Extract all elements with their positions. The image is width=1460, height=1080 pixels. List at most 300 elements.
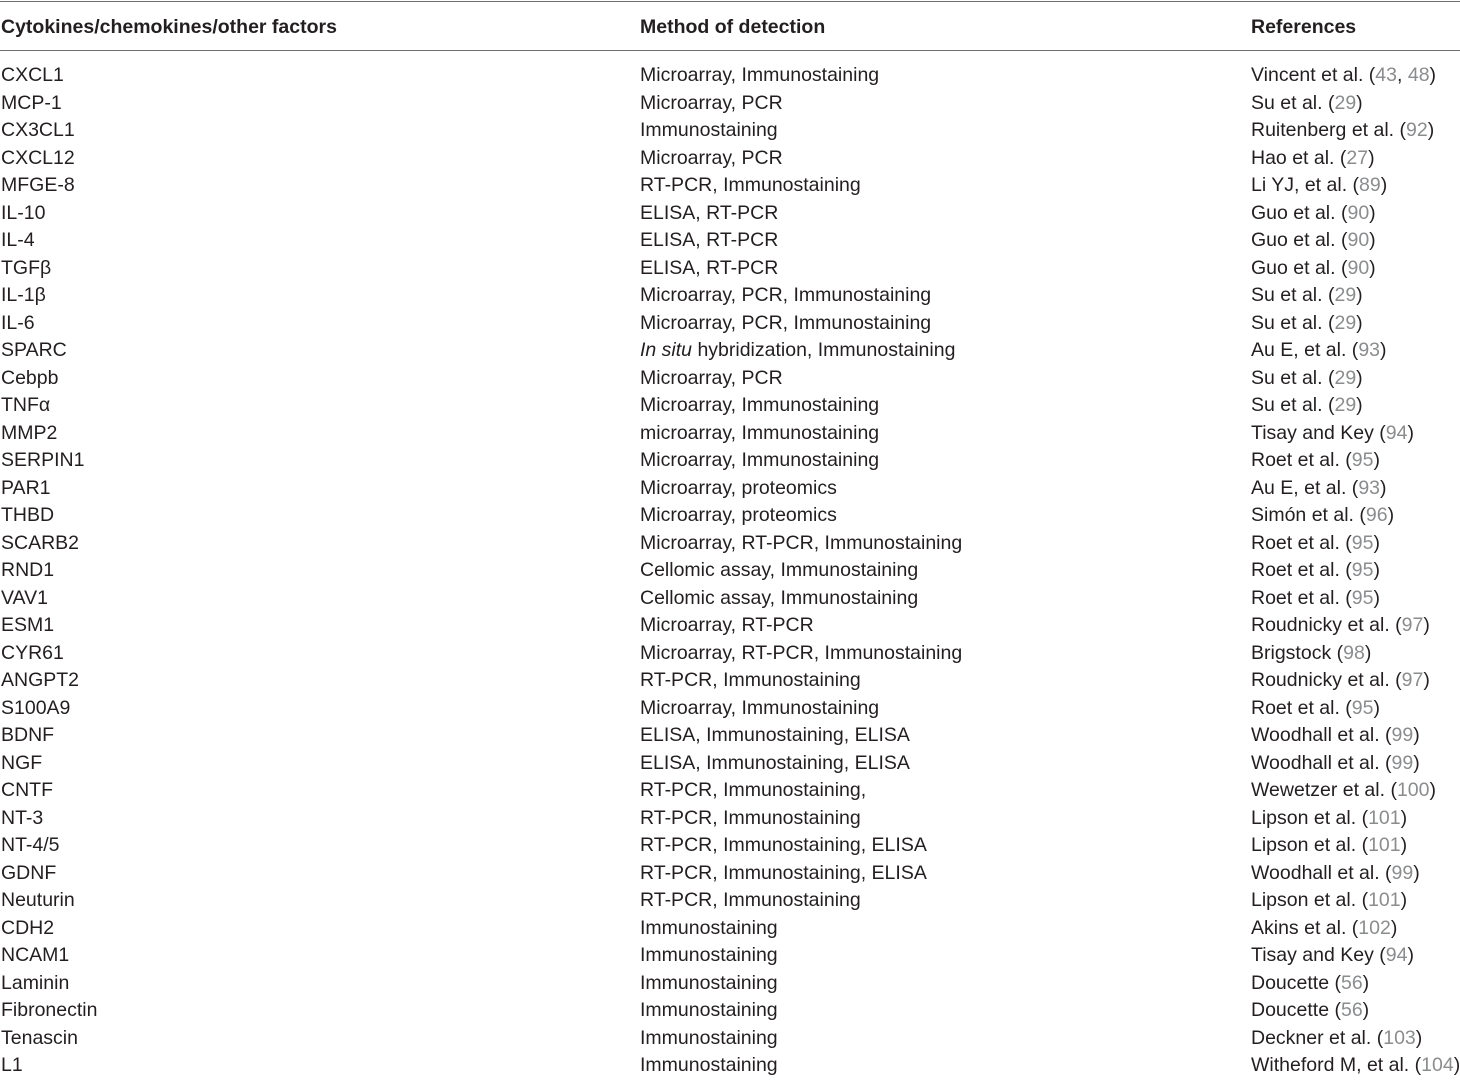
method-cell [640,640,962,668]
method-text: Microarray, PCR [640,91,783,114]
table-row [0,1025,1460,1053]
reference-text: Woodhall et al. ( [1251,724,1392,746]
reference-text: Brigstock ( [1251,641,1344,664]
method-text: Immunostaining [640,999,778,1021]
reference-text: Roet et al. ( [1251,449,1352,471]
table-row [0,915,1460,943]
reference-cell [1251,1025,1422,1053]
method-cell [640,255,778,283]
reference-text: Wewetzer et al. ( [1251,779,1397,801]
citation-link[interactable]: 90 [1347,256,1370,279]
method-text: ELISA, RT-PCR [640,201,779,224]
table-row [0,942,1460,970]
method-text: RT-PCR, Immunostaining [640,174,861,196]
method-text: Microarray, PCR [640,146,783,169]
citation-link[interactable]: 95 [1351,586,1374,609]
citation-link[interactable]: 95 [1351,559,1374,581]
reference-cell [1251,117,1434,145]
method-text: Microarray, Immunostaining [640,394,880,416]
table-row [0,777,1460,805]
reference-text: Deckner et al. ( [1251,1026,1384,1049]
table-top-rule [0,1,1460,2]
reference-text: Au E, et al. ( [1251,476,1359,499]
reference-text: ) [1362,971,1370,994]
method-text: Microarray, PCR, Immunostaining [640,311,932,334]
method-text: Immunostaining [640,1026,778,1049]
reference-text: ) [1369,229,1376,251]
table-row [0,502,1460,530]
factor-cell: NGF [1,751,43,774]
method-cell [640,530,962,558]
reference-text: Doucette ( [1251,971,1341,994]
reference-cell [1251,255,1376,283]
citation-link[interactable]: 99 [1391,751,1414,774]
method-text: RT-PCR, Immunostaining [640,889,861,911]
method-cell [640,887,861,915]
method-text: RT-PCR, Immunostaining, [640,779,867,801]
reference-cell [1251,282,1363,310]
citation-link[interactable]: 100 [1396,779,1430,801]
table-header-rule [0,50,1460,51]
method-text: Cellomic assay, Immunostaining [640,586,919,609]
factor-cell: RND1 [1,559,55,581]
method-text: RT-PCR, Immunostaining [640,669,861,691]
reference-text: ) [1429,64,1437,86]
method-text: Microarray, RT-PCR, Immunostaining [640,531,963,554]
citation-link[interactable]: 93 [1358,476,1381,499]
table-row [0,365,1460,393]
method-cell [640,750,910,778]
reference-text: Roudnicky et al. ( [1251,669,1402,691]
reference-text: Roet et al. ( [1251,531,1352,554]
table-row [0,722,1460,750]
reference-cell [1251,640,1371,668]
reference-text: ) [1364,641,1372,664]
reference-text: ) [1413,724,1420,746]
citation-link[interactable]: 103 [1383,1026,1416,1049]
method-cell [640,612,814,640]
reference-text: Roudnicky et al. ( [1251,614,1402,636]
citation-link[interactable]: 95 [1351,696,1374,719]
method-cell [640,392,879,420]
reference-cell [1251,172,1387,200]
reference-cell [1251,337,1387,365]
method-cell [640,310,931,338]
citation-link[interactable]: 92 [1406,119,1428,141]
reference-text: Doucette ( [1251,999,1341,1021]
reference-text: Akins et al. ( [1251,916,1359,939]
reference-text: ) [1407,944,1414,966]
reference-text: ) [1368,146,1375,169]
reference-cell [1251,557,1380,585]
factor-cell: MMP2 [1,421,58,444]
table-row [0,227,1460,255]
reference-text: Roet et al. ( [1251,696,1352,719]
citation-link[interactable]: 101 [1368,834,1401,856]
citation-link[interactable]: 98 [1343,641,1365,664]
reference-text: Vincent et al. ( [1251,64,1376,86]
factor-cell: THBD [1,504,55,526]
method-cell [640,832,927,860]
reference-text: ) [1373,696,1380,719]
reference-text: ) [1380,174,1388,196]
method-text: Microarray, Immunostaining [640,64,880,86]
method-cell [640,447,879,475]
reference-text: ) [1427,119,1435,141]
reference-cell [1251,502,1394,530]
method-cell [640,805,861,833]
table-row [0,62,1460,90]
method-text: Immunostaining [640,971,778,994]
table-row [0,750,1460,778]
reference-text: Simón et al. ( [1251,504,1366,526]
citation-link[interactable]: 94 [1385,944,1408,966]
reference-text: ) [1429,779,1436,801]
method-text: RT-PCR, Immunostaining, ELISA [640,834,927,856]
method-text: Immunostaining [640,916,778,939]
method-cell [640,502,837,530]
method-cell [640,365,783,393]
reference-cell [1251,750,1420,778]
reference-text: ) [1413,861,1420,884]
method-cell [640,860,927,888]
method-cell [640,1052,778,1080]
table-row [0,200,1460,228]
method-cell [640,997,778,1025]
citation-link[interactable]: 90 [1347,201,1370,224]
table-row [0,695,1460,723]
factor-cell: CX3CL1 [1,119,75,141]
method-text: Cellomic assay, Immunostaining [640,559,919,581]
reference-cell [1251,392,1363,420]
factor-cell: IL-1β [1,284,46,306]
reference-text: ) [1390,916,1398,939]
factor-cell: NCAM1 [1,944,70,966]
factor-cell: L1 [1,1054,23,1076]
reference-text: ) [1356,284,1363,306]
header-factor: Cytokines/chemokines/other factors [1,16,337,38]
reference-text: Lipson et al. ( [1251,834,1369,856]
method-text: Microarray, proteomics [640,504,837,526]
reference-text: ) [1423,669,1430,691]
reference-cell [1251,585,1380,613]
reference-cell [1251,62,1436,90]
reference-text: Su et al. ( [1251,284,1335,306]
reference-cell [1251,310,1363,338]
method-text: RT-PCR, Immunostaining [640,806,861,829]
reference-text: Woodhall et al. ( [1251,861,1392,884]
method-text: Immunostaining [640,944,778,966]
citation-link[interactable]: 101 [1368,889,1401,911]
factor-cell: CXCL1 [1,64,64,86]
table-row [0,612,1460,640]
method-cell [640,227,778,255]
reference-cell [1251,915,1397,943]
reference-cell [1251,860,1420,888]
reference-text: , [1397,64,1408,86]
factor-cell: NT-3 [1,806,44,829]
header-references: References [1251,16,1357,38]
method-cell [640,585,918,613]
table-row [0,832,1460,860]
reference-text: Hao et al. ( [1251,146,1347,169]
factor-cell: SCARB2 [1,531,80,554]
method-text: Immunostaining [640,119,778,141]
table-row [0,255,1460,283]
citation-link[interactable]: 97 [1401,614,1424,636]
reference-text: Lipson et al. ( [1251,889,1369,911]
method-cell [640,942,778,970]
reference-cell [1251,695,1380,723]
reference-cell [1251,777,1436,805]
citation-link[interactable]: 99 [1391,861,1414,884]
citation-link[interactable]: 48 [1407,64,1430,86]
factor-cell: IL-4 [1,229,35,251]
reference-text: ) [1373,449,1380,471]
citation-link[interactable]: 56 [1340,999,1363,1021]
method-cell [640,695,879,723]
method-text: Microarray, Immunostaining [640,696,880,719]
citation-link[interactable]: 90 [1347,229,1370,251]
reference-text: ) [1369,256,1376,279]
method-cell [640,62,879,90]
factor-cell: SPARC [1,339,67,361]
method-cell [640,722,910,750]
factor-cell: ESM1 [1,614,55,636]
table-row [0,557,1460,585]
citation-link[interactable]: 101 [1368,806,1401,829]
method-cell [640,145,783,173]
reference-text: ) [1400,806,1408,829]
method-cell [640,777,866,805]
table-row [0,145,1460,173]
table-row [0,117,1460,145]
method-cell [640,282,931,310]
reference-cell [1251,997,1369,1025]
reference-text: Lipson et al. ( [1251,806,1369,829]
citation-link[interactable]: 29 [1334,394,1357,416]
table-row [0,475,1460,503]
table-row [0,585,1460,613]
table-row [0,90,1460,118]
method-text: In situ [640,339,693,361]
table-row [0,1052,1460,1080]
method-text: microarray, Immunostaining [640,421,880,444]
reference-text: ) [1356,311,1363,334]
reference-text: ) [1373,586,1380,609]
method-text: RT-PCR, Immunostaining, ELISA [640,861,927,884]
table-row [0,970,1460,998]
reference-text: ) [1407,421,1414,444]
method-text: ELISA, Immunostaining, ELISA [640,724,910,746]
citation-link[interactable]: 95 [1351,449,1374,471]
method-cell [640,420,879,448]
reference-text: ) [1356,394,1363,416]
factor-cell: NT-4/5 [1,834,60,856]
reference-text: ) [1356,91,1363,114]
table-row [0,667,1460,695]
factor-cell: TNFα [1,394,51,416]
citation-link[interactable]: 29 [1334,366,1357,389]
method-text: Microarray, Immunostaining [640,449,880,471]
factor-cell: S100A9 [1,696,71,719]
factor-cell: ANGPT2 [1,669,80,691]
factor-cell: BDNF [1,724,55,746]
reference-text: Guo et al. ( [1251,256,1348,279]
table-row [0,392,1460,420]
reference-text: Su et al. ( [1251,394,1335,416]
table-row [0,805,1460,833]
reference-cell [1251,530,1380,558]
method-text: hybridization, Immunostaining [692,339,956,361]
method-cell [640,117,778,145]
reference-cell [1251,365,1363,393]
citation-link[interactable]: 43 [1375,64,1397,86]
factor-cell: GDNF [1,861,57,884]
citation-link[interactable]: 56 [1340,971,1363,994]
table-row [0,860,1460,888]
table-header-row [0,13,1460,41]
citation-link[interactable]: 99 [1391,724,1414,746]
citation-link[interactable]: 102 [1358,916,1391,939]
factor-cell: Tenascin [1,1026,78,1049]
factor-cell: MCP-1 [1,91,62,114]
reference-text: ) [1423,614,1430,636]
method-text: ELISA, RT-PCR [640,229,779,251]
table-row [0,282,1460,310]
header-method: Method of detection [640,16,826,38]
citation-link[interactable]: 96 [1365,504,1388,526]
reference-cell [1251,447,1380,475]
factor-cell: CYR61 [1,641,64,664]
factor-cell: IL-10 [1,201,46,224]
reference-cell [1251,832,1407,860]
reference-cell [1251,722,1420,750]
reference-cell [1251,942,1414,970]
citation-link[interactable]: 97 [1401,669,1424,691]
citation-link[interactable]: 93 [1358,339,1381,361]
method-text: Immunostaining [640,1054,778,1076]
reference-text: ) [1400,889,1408,911]
reference-text: Su et al. ( [1251,91,1335,114]
table-row [0,172,1460,200]
citation-link[interactable]: 29 [1334,311,1357,334]
table-row [0,640,1460,668]
reference-text: ) [1380,339,1387,361]
reference-text: Su et al. ( [1251,366,1335,389]
factor-cell: TGFβ [1,256,52,279]
reference-cell [1251,475,1387,503]
table-row [0,310,1460,338]
reference-text: ) [1400,834,1408,856]
reference-cell [1251,420,1414,448]
table-row [0,530,1460,558]
reference-cell [1251,200,1376,228]
factor-cell: Cebpb [1,366,59,389]
reference-cell [1251,805,1407,833]
reference-text: ) [1453,1054,1460,1076]
reference-text: Guo et al. ( [1251,201,1348,224]
reference-text: Roet et al. ( [1251,586,1352,609]
factor-cell: MFGE-8 [1,174,75,196]
method-text: Microarray, RT-PCR [640,614,814,636]
reference-text: ) [1373,559,1380,581]
table-row [0,337,1460,365]
reference-text: Witheford M, et al. ( [1251,1054,1422,1076]
reference-text: Guo et al. ( [1251,229,1348,251]
reference-text: ) [1415,1026,1423,1049]
reference-text: ) [1369,201,1376,224]
table-row [0,420,1460,448]
reference-text: ) [1373,531,1380,554]
factor-cell: Laminin [1,971,70,994]
citation-link[interactable]: 29 [1334,91,1357,114]
method-cell [640,1025,778,1053]
reference-text: ) [1380,476,1387,499]
method-text: Microarray, proteomics [640,476,837,499]
table-body [0,62,1460,1080]
reference-cell [1251,970,1369,998]
citation-link[interactable]: 95 [1351,531,1374,554]
reference-cell [1251,887,1407,915]
method-text: Microarray, PCR, Immunostaining [640,284,932,306]
method-cell [640,475,837,503]
factor-cell: CDH2 [1,916,55,939]
method-cell [640,667,861,695]
method-cell [640,337,955,365]
reference-text: Ruitenberg et al. ( [1251,119,1407,141]
reference-cell [1251,667,1430,695]
method-cell [640,200,778,228]
factor-cell: CNTF [1,779,53,801]
factor-cell: IL-6 [1,311,35,334]
reference-text: Roet et al. ( [1251,559,1352,581]
factor-cell: VAV1 [1,586,48,609]
citation-link[interactable]: 94 [1385,421,1408,444]
reference-text: Li YJ, et al. ( [1251,174,1360,196]
reference-text: Tisay and Key ( [1251,421,1386,444]
citation-link[interactable]: 89 [1359,174,1381,196]
method-text: Microarray, RT-PCR, Immunostaining [640,641,963,664]
reference-text: Tisay and Key ( [1251,944,1386,966]
citation-link[interactable]: 27 [1346,146,1369,169]
factor-cell: CXCL12 [1,146,75,169]
table-row [0,887,1460,915]
reference-text: ) [1413,751,1420,774]
reference-cell [1251,1052,1460,1080]
citation-link[interactable]: 104 [1421,1054,1454,1076]
citation-link[interactable]: 29 [1334,284,1357,306]
method-cell [640,172,861,200]
table-row [0,997,1460,1025]
reference-cell [1251,145,1375,173]
reference-text: ) [1387,504,1395,526]
factor-cell: SERPIN1 [1,449,85,471]
reference-text: Au E, et al. ( [1251,339,1359,361]
table-row [0,447,1460,475]
reference-text: ) [1362,999,1370,1021]
reference-cell [1251,612,1430,640]
method-cell [640,970,778,998]
factor-cell: PAR1 [1,476,51,499]
method-cell [640,557,918,585]
reference-cell [1251,227,1376,255]
method-text: ELISA, Immunostaining, ELISA [640,751,910,774]
factor-cell: Neuturin [1,889,75,911]
factor-cell: Fibronectin [1,999,98,1021]
method-cell [640,915,778,943]
reference-text: Woodhall et al. ( [1251,751,1392,774]
